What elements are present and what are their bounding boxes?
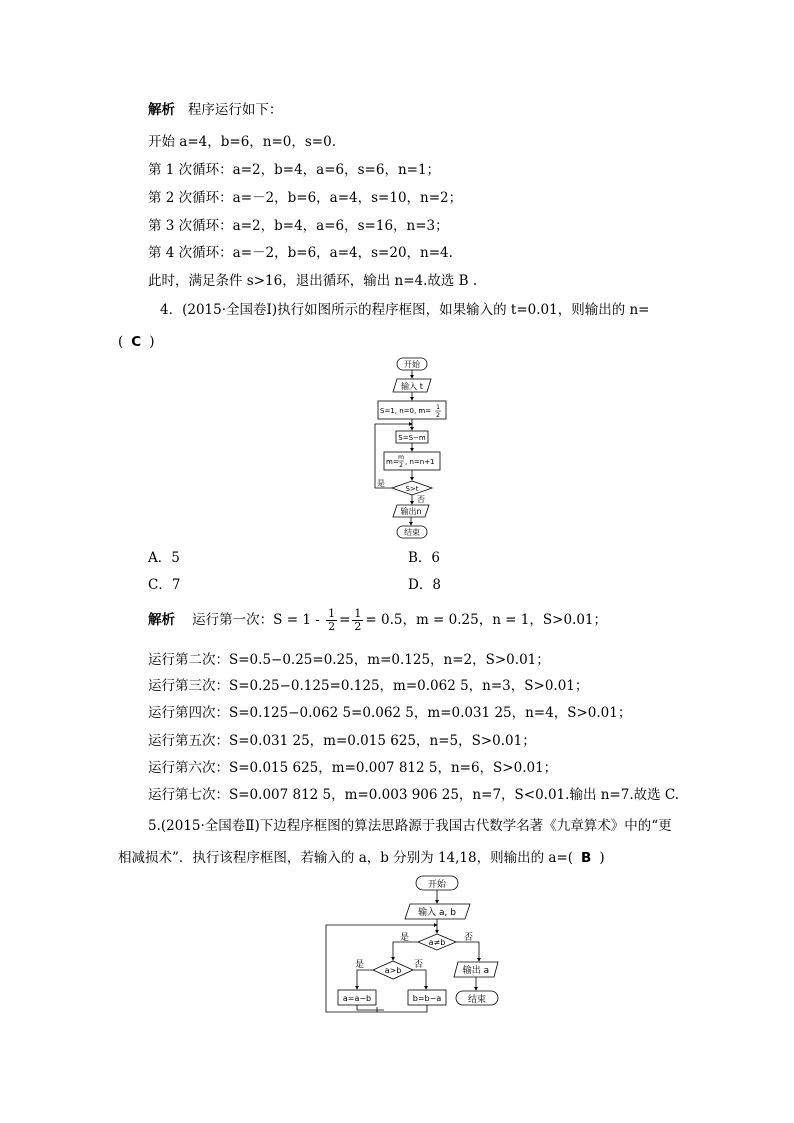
flow-yes-label: 是 — [377, 479, 385, 488]
option-b: B．6 — [408, 550, 441, 566]
flow-decision1-text: a≠b — [428, 938, 446, 947]
flow-step1-text: S=S−m — [398, 434, 426, 442]
solution-label: 解析 — [148, 102, 175, 118]
flow-boxB-text: b=b−a — [412, 994, 442, 1003]
flow-step2-pre: m= — [386, 458, 399, 466]
solution3-line-2: 第 1 次循环：a=2，b=4，a=6，s=6，n=1； — [148, 162, 441, 178]
question5-stem-1: 5.(2015·全国卷Ⅱ)下边程序框图的算法思路源于我国古代数学名著《九章算术》中的“更 — [148, 818, 672, 834]
solution4-first-post: = 0.5，m = 0.25，n = 1，S>0.01； — [365, 612, 607, 628]
flow-no2-label: 否 — [414, 960, 424, 970]
flowchart-q4 — [365, 356, 455, 544]
flow-decision-text: S>t — [405, 485, 419, 493]
solution4-line-2: 运行第二次：S=0.5−0.25=0.25，m=0.125，n=2，S>0.01； — [148, 652, 550, 668]
solution4-first-pre: 运行第一次：S = 1 - — [192, 612, 320, 628]
solution3-line-6: 此时，满足条件 s>16，退出循环，输出 n=4.故选 B . — [148, 273, 478, 289]
flow-no-label: 否 — [417, 495, 425, 504]
question4-stem: 4．(2015·全国卷Ⅰ)执行如图所示的程序框图，如果输入的 t=0.01，则输出的 n= — [160, 302, 650, 318]
solution3-line-3: 第 2 次循环：a=－2，b=6，a=4，s=10，n=2； — [148, 190, 463, 206]
question5-stem-2: 相减损术”．执行该程序框图，若输入的 a，b 分别为 14,18，则输出的 a=( B ) — [118, 850, 605, 866]
solution4-first: 解析 运行第一次：S = 1 - $\frac{1}{2}$ = $\frac{1}{2}$ = 0.5，m = 0.25，n = 1，S>0.01； — [148, 607, 607, 633]
flow-init-den: 2 — [436, 412, 440, 419]
solution3-line-1: 开始 a=4，b=6，n=0，s=0. — [148, 134, 336, 150]
answer-letter: C — [131, 334, 142, 350]
flow-end-text: 结束 — [467, 995, 487, 1005]
flow-output-text: 输出 a — [462, 966, 490, 976]
flow-end-text: 结束 — [404, 528, 420, 537]
flow-start-text: 开始 — [427, 880, 447, 890]
solution4-line-7: 运行第七次：S=0.007 812 5，m=0.003 906 25，n=7，S<0.01.输出 n=7.故选 C. — [148, 787, 680, 803]
option-a: A．5 — [148, 550, 180, 566]
flow-output-text: 输出n — [400, 507, 422, 516]
paren-open: ( — [118, 334, 124, 350]
flow-no1-label: 否 — [464, 933, 474, 943]
solution3-intro-text: 程序运行如下： — [187, 102, 283, 118]
flow-input-text: 输入 t — [401, 382, 423, 391]
solution3-line-5: 第 4 次循环：a=－2，b=6，a=4，s=20，n=4. — [148, 245, 453, 261]
flow-init-text: S=1, n=0, m= — [380, 407, 432, 415]
flow-boxA-text: a=a−b — [342, 994, 372, 1003]
question4-answer — [118, 332, 154, 352]
solution3-line-4: 第 3 次循环：a=2，b=4，a=6，s=16，n=3； — [148, 218, 449, 234]
solution-label: 解析 — [148, 612, 175, 628]
flow-step2-post: , n=n+1 — [405, 458, 435, 466]
fraction-half: $\frac{1}{2}$ — [328, 607, 336, 633]
flow-step2-num: m — [398, 454, 404, 461]
option-c: C．7 — [148, 577, 181, 593]
solution4-line-3: 运行第三次：S=0.25−0.125=0.125，m=0.062 5，n=3，S>0.01； — [148, 678, 589, 694]
flow-input-text: 输入 a, b — [418, 908, 456, 918]
flow-step2-den: 2 — [399, 462, 403, 469]
paren-close: ) — [149, 334, 155, 350]
flow-decision2-text: a>b — [384, 966, 402, 975]
flow-yes2-label: 是 — [355, 960, 365, 970]
flow-yes1-label: 是 — [400, 933, 410, 943]
option-d: D．8 — [408, 577, 441, 593]
fraction-half-2: $\frac{1}{2}$ — [354, 607, 362, 633]
flow-init-num: 1 — [436, 404, 440, 411]
solution4-line-6: 运行第六次：S=0.015 625，m=0.007 812 5，n=6，S>0.01； — [148, 760, 558, 776]
solution4-line-5: 运行第五次：S=0.031 25，m=0.015 625，n=5，S>0.01； — [148, 733, 536, 749]
solution3-intro — [148, 100, 282, 120]
flowchart-q5 — [322, 872, 512, 1020]
flow-start-text: 开始 — [404, 360, 420, 369]
solution4-line-4: 运行第四次：S=0.125−0.062 5=0.062 5，m=0.031 25，n=4，S>0.01； — [148, 705, 632, 721]
answer-letter: B — [581, 850, 592, 866]
